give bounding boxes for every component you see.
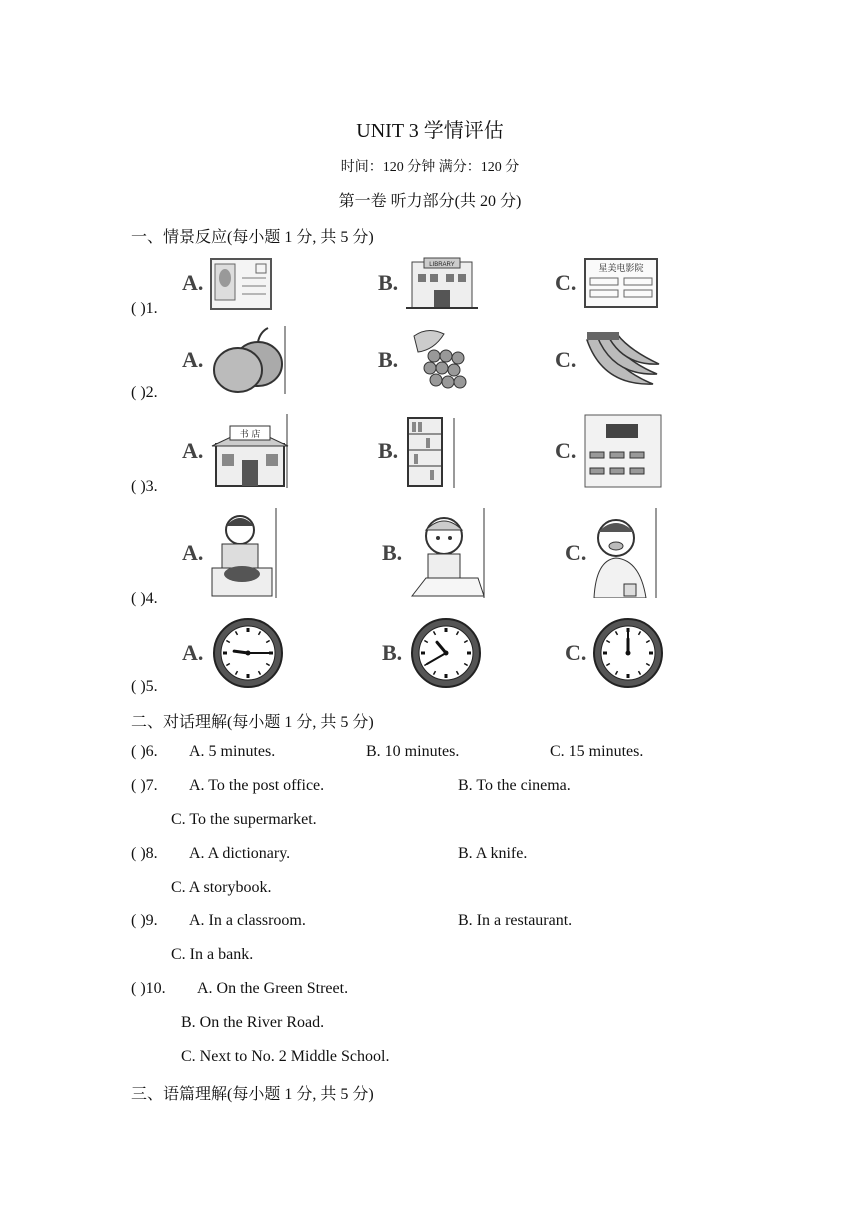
cinema-ticket-image	[584, 258, 658, 308]
bookshelf-image	[404, 414, 460, 488]
bookstore-sign: 书 店	[239, 430, 261, 440]
option-letter: C.	[565, 540, 587, 565]
library-image	[404, 256, 480, 310]
option-letter: C.	[555, 270, 577, 295]
question-number: ( )5.	[131, 678, 158, 695]
exam-meta: 时间：120 分钟 满分：120 分	[340, 160, 520, 175]
option-a: A. On the Green Street.	[197, 980, 349, 997]
postcard-image	[210, 258, 272, 310]
option-b: B. A knife.	[458, 845, 528, 862]
bananas-image	[583, 330, 661, 390]
grapes-image	[404, 326, 472, 394]
question-number: ( )8.	[131, 845, 158, 862]
section-heading-3: 三、语篇理解(每小题 1 分, 共 5 分)	[131, 1086, 374, 1103]
option-letter: B.	[382, 640, 403, 665]
clock-image	[592, 616, 666, 690]
question-number: ( )9.	[131, 912, 158, 929]
option-c: C. A storybook.	[171, 879, 272, 896]
boy-reading-image	[408, 508, 488, 598]
apple-image	[208, 326, 288, 394]
clock-image	[212, 616, 286, 690]
question-number: ( )4.	[131, 590, 158, 607]
page-title: UNIT 3 学情评估	[356, 120, 504, 142]
option-b: B. 10 minutes.	[366, 743, 460, 760]
option-letter: C.	[555, 438, 577, 463]
question-number: ( )7.	[131, 777, 158, 794]
option-letter: B.	[378, 347, 399, 372]
boy-brushing-teeth-image	[590, 508, 660, 598]
clock-image	[410, 616, 484, 690]
question-number: ( )6.	[131, 743, 158, 760]
option-letter: A.	[182, 438, 204, 463]
option-letter: B.	[382, 540, 403, 565]
question-number: ( )3.	[131, 478, 158, 495]
option-letter: B.	[378, 438, 399, 463]
option-b: B. On the River Road.	[181, 1014, 325, 1031]
cinema-name: 星美电影院	[598, 264, 644, 274]
library-sign: LIBRARY	[429, 262, 455, 268]
option-a: A. In a classroom.	[189, 912, 306, 929]
question-number: ( )1.	[131, 300, 158, 317]
option-letter: A.	[182, 347, 204, 372]
option-b: B. To the cinema.	[458, 777, 571, 794]
option-a: A. 5 minutes.	[189, 743, 276, 760]
classroom-image	[584, 414, 662, 488]
question-number: ( )10.	[131, 980, 166, 997]
option-letter: C.	[555, 347, 577, 372]
question-number: ( )2.	[131, 384, 158, 401]
section-heading-1: 一、情景反应(每小题 1 分, 共 5 分)	[131, 229, 374, 246]
option-c: C. Next to No. 2 Middle School.	[181, 1048, 390, 1065]
option-c: C. To the supermarket.	[171, 811, 317, 828]
option-letter: C.	[565, 640, 587, 665]
boy-eating-image	[208, 508, 280, 598]
option-letter: A.	[182, 270, 204, 295]
part-heading: 第一卷 听力部分(共 20 分)	[338, 193, 522, 210]
bookstore-image	[210, 414, 290, 488]
option-a: A. A dictionary.	[189, 845, 291, 862]
option-b: B. In a restaurant.	[458, 912, 573, 929]
option-letter: A.	[182, 540, 204, 565]
option-c: C. In a bank.	[171, 946, 254, 963]
option-letter: A.	[182, 640, 204, 665]
option-a: A. To the post office.	[189, 777, 325, 794]
section-heading-2: 二、对话理解(每小题 1 分, 共 5 分)	[131, 714, 374, 731]
option-c: C. 15 minutes.	[550, 743, 644, 760]
option-letter: B.	[378, 270, 399, 295]
